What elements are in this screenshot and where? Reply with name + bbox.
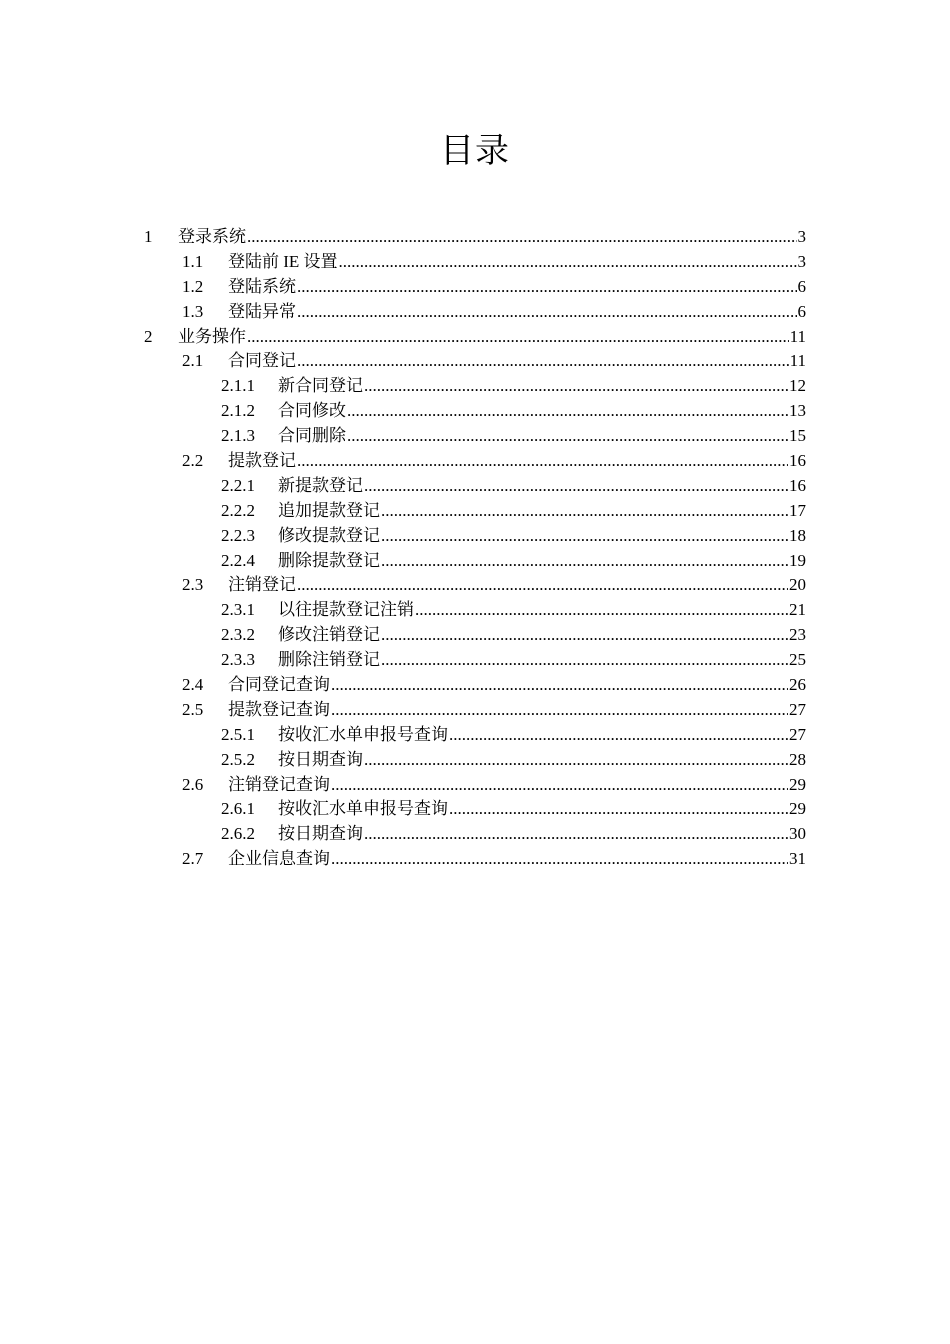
toc-entry-page-number: 3 bbox=[797, 251, 806, 271]
toc-dot-leader bbox=[339, 250, 797, 275]
toc-entry[interactable] bbox=[0, 374, 950, 399]
toc-dot-leader bbox=[331, 698, 788, 723]
toc-entry[interactable] bbox=[0, 598, 950, 623]
toc-entry-number: 2.6.1 bbox=[221, 799, 255, 819]
toc-entry-page-number: 11 bbox=[789, 326, 806, 346]
toc-entry-page-number: 23 bbox=[789, 625, 806, 645]
toc-entry-label: 登陆系统 bbox=[228, 276, 296, 296]
toc-entry-number: 2.5.1 bbox=[221, 724, 255, 744]
toc-entry-page-number: 17 bbox=[789, 500, 806, 520]
toc-entry-page-number: 26 bbox=[789, 675, 806, 695]
toc-dot-leader bbox=[364, 374, 788, 399]
toc-dot-leader bbox=[364, 474, 788, 499]
toc-entry-number: 2.3.2 bbox=[221, 625, 255, 645]
toc-entry-number: 2.3 bbox=[182, 575, 204, 595]
toc-entry-label: 按日期查询 bbox=[278, 824, 363, 844]
toc-entry-label: 合同删除 bbox=[278, 426, 346, 446]
toc-entry-page-number: 6 bbox=[797, 276, 806, 296]
toc-entry-number: 2.5 bbox=[182, 699, 204, 719]
toc-dot-leader bbox=[247, 225, 797, 250]
toc-entry[interactable] bbox=[0, 773, 950, 798]
toc-entry[interactable] bbox=[0, 524, 950, 549]
toc-entry-page-number: 27 bbox=[789, 724, 806, 744]
toc-entry[interactable] bbox=[0, 225, 950, 250]
toc-entry-page-number: 27 bbox=[789, 699, 806, 719]
toc-entry[interactable] bbox=[0, 673, 950, 698]
toc-entry-number: 2.6 bbox=[182, 774, 204, 794]
toc-entry-label: 新提款登记 bbox=[278, 475, 363, 495]
toc-entry[interactable] bbox=[0, 648, 950, 673]
toc-entry-label: 按收汇水单申报号查询 bbox=[278, 799, 448, 819]
toc-entry-number: 2.7 bbox=[182, 849, 204, 869]
toc-entry-page-number: 25 bbox=[789, 650, 806, 670]
toc-entry-label: 提款登记 bbox=[228, 451, 296, 471]
toc-entry[interactable] bbox=[0, 797, 950, 822]
toc-entry-number: 2.2 bbox=[182, 451, 204, 471]
toc-entry-page-number: 30 bbox=[789, 824, 806, 844]
toc-entry-label: 按日期查询 bbox=[278, 749, 363, 769]
toc-entry-label: 企业信息查询 bbox=[228, 849, 330, 869]
toc-entry-number: 1.2 bbox=[182, 276, 204, 296]
toc-entry[interactable] bbox=[0, 325, 950, 350]
toc-entry-label: 登陆前 IE 设置 bbox=[228, 251, 338, 271]
toc-entry[interactable] bbox=[0, 499, 950, 524]
toc-entry-label: 合同登记查询 bbox=[228, 675, 330, 695]
toc-entry-label: 注销登记 bbox=[228, 575, 296, 595]
toc-entry-number: 2.2.1 bbox=[221, 475, 255, 495]
toc-dot-leader bbox=[381, 499, 788, 524]
toc-entry-number: 1.1 bbox=[182, 251, 204, 271]
toc-dot-leader bbox=[247, 325, 789, 350]
toc-dot-leader bbox=[297, 349, 789, 374]
table-of-contents bbox=[0, 225, 950, 872]
toc-entry-label: 修改注销登记 bbox=[278, 625, 380, 645]
toc-dot-leader bbox=[415, 598, 788, 623]
toc-entry-number: 2.1.3 bbox=[221, 426, 255, 446]
toc-entry-page-number: 3 bbox=[797, 227, 806, 246]
toc-entry-page-number: 28 bbox=[789, 749, 806, 769]
toc-dot-leader bbox=[331, 847, 788, 872]
toc-entry-page-number: 11 bbox=[789, 351, 806, 371]
toc-entry-page-number: 21 bbox=[789, 600, 806, 620]
toc-entry-page-number: 16 bbox=[789, 475, 806, 495]
toc-dot-leader bbox=[347, 424, 788, 449]
toc-entry-label: 新合同登记 bbox=[278, 376, 363, 396]
toc-entry-number: 2.1.2 bbox=[221, 401, 255, 421]
toc-entry-label: 删除注销登记 bbox=[278, 650, 380, 670]
toc-entry-label: 删除提款登记 bbox=[278, 550, 380, 570]
toc-dot-leader bbox=[449, 723, 788, 748]
toc-title: 目录 bbox=[440, 131, 510, 171]
toc-entry[interactable] bbox=[0, 549, 950, 574]
toc-dot-leader bbox=[381, 648, 788, 673]
toc-entry-number: 2.4 bbox=[182, 675, 204, 695]
toc-entry-number: 2.1 bbox=[182, 351, 204, 371]
toc-dot-leader bbox=[297, 300, 797, 325]
toc-entry-number: 2 bbox=[144, 326, 153, 346]
toc-entry-label: 登录系统 bbox=[178, 227, 246, 246]
toc-entry[interactable] bbox=[0, 698, 950, 723]
toc-entry[interactable] bbox=[0, 573, 950, 598]
toc-entry-number: 2.6.2 bbox=[221, 824, 255, 844]
toc-entry-label: 追加提款登记 bbox=[278, 500, 380, 520]
toc-entry-label: 修改提款登记 bbox=[278, 525, 380, 545]
toc-entry-number: 2.3.3 bbox=[221, 650, 255, 670]
toc-entry[interactable] bbox=[0, 623, 950, 648]
toc-entry-number: 1 bbox=[144, 227, 153, 246]
toc-entry-label: 登陆异常 bbox=[228, 301, 296, 321]
toc-entry-label: 业务操作 bbox=[178, 326, 246, 346]
toc-entry-page-number: 19 bbox=[789, 550, 806, 570]
toc-dot-leader bbox=[331, 773, 788, 798]
toc-entry-page-number: 29 bbox=[789, 774, 806, 794]
toc-dot-leader bbox=[381, 524, 788, 549]
toc-entry[interactable] bbox=[0, 748, 950, 773]
toc-dot-leader bbox=[364, 748, 788, 773]
toc-entry[interactable] bbox=[0, 822, 950, 847]
toc-entry[interactable] bbox=[0, 349, 950, 374]
toc-entry-page-number: 13 bbox=[789, 401, 806, 421]
toc-entry-number: 2.2.3 bbox=[221, 525, 255, 545]
toc-entry-number: 2.2.4 bbox=[221, 550, 255, 570]
toc-entry-label: 注销登记查询 bbox=[228, 774, 330, 794]
toc-entry-label: 以往提款登记注销 bbox=[278, 600, 414, 620]
toc-entry-page-number: 16 bbox=[789, 451, 806, 471]
toc-entry-page-number: 29 bbox=[789, 799, 806, 819]
toc-dot-leader bbox=[297, 573, 788, 598]
toc-entry-page-number: 12 bbox=[789, 376, 806, 396]
toc-entry-number: 2.3.1 bbox=[221, 600, 255, 620]
toc-dot-leader bbox=[381, 549, 788, 574]
toc-dot-leader bbox=[449, 797, 788, 822]
toc-entry[interactable] bbox=[0, 847, 950, 872]
toc-dot-leader bbox=[347, 399, 788, 424]
toc-entry[interactable] bbox=[0, 474, 950, 499]
toc-dot-leader bbox=[297, 449, 788, 474]
toc-entry-number: 2.2.2 bbox=[221, 500, 255, 520]
toc-entry[interactable] bbox=[0, 300, 950, 325]
toc-entry[interactable] bbox=[0, 723, 950, 748]
toc-entry-page-number: 15 bbox=[789, 426, 806, 446]
toc-entry-number: 1.3 bbox=[182, 301, 204, 321]
toc-entry-page-number: 20 bbox=[789, 575, 806, 595]
toc-entry[interactable] bbox=[0, 449, 950, 474]
toc-entry-label: 合同登记 bbox=[228, 351, 296, 371]
toc-entry-number: 2.5.2 bbox=[221, 749, 255, 769]
toc-dot-leader bbox=[381, 623, 788, 648]
toc-entry-label: 合同修改 bbox=[278, 401, 346, 421]
toc-dot-leader bbox=[364, 822, 788, 847]
toc-entry[interactable] bbox=[0, 424, 950, 449]
toc-entry-page-number: 18 bbox=[789, 525, 806, 545]
toc-dot-leader bbox=[297, 275, 797, 300]
toc-entry-label: 提款登记查询 bbox=[228, 699, 330, 719]
toc-entry-label: 按收汇水单申报号查询 bbox=[278, 724, 448, 744]
toc-entry-number: 2.1.1 bbox=[221, 376, 255, 396]
toc-entry[interactable] bbox=[0, 250, 950, 275]
toc-entry-page-number: 6 bbox=[797, 301, 806, 321]
toc-entry[interactable] bbox=[0, 399, 950, 424]
toc-dot-leader bbox=[331, 673, 788, 698]
toc-entry[interactable] bbox=[0, 275, 950, 300]
toc-entry-page-number: 31 bbox=[789, 849, 806, 869]
